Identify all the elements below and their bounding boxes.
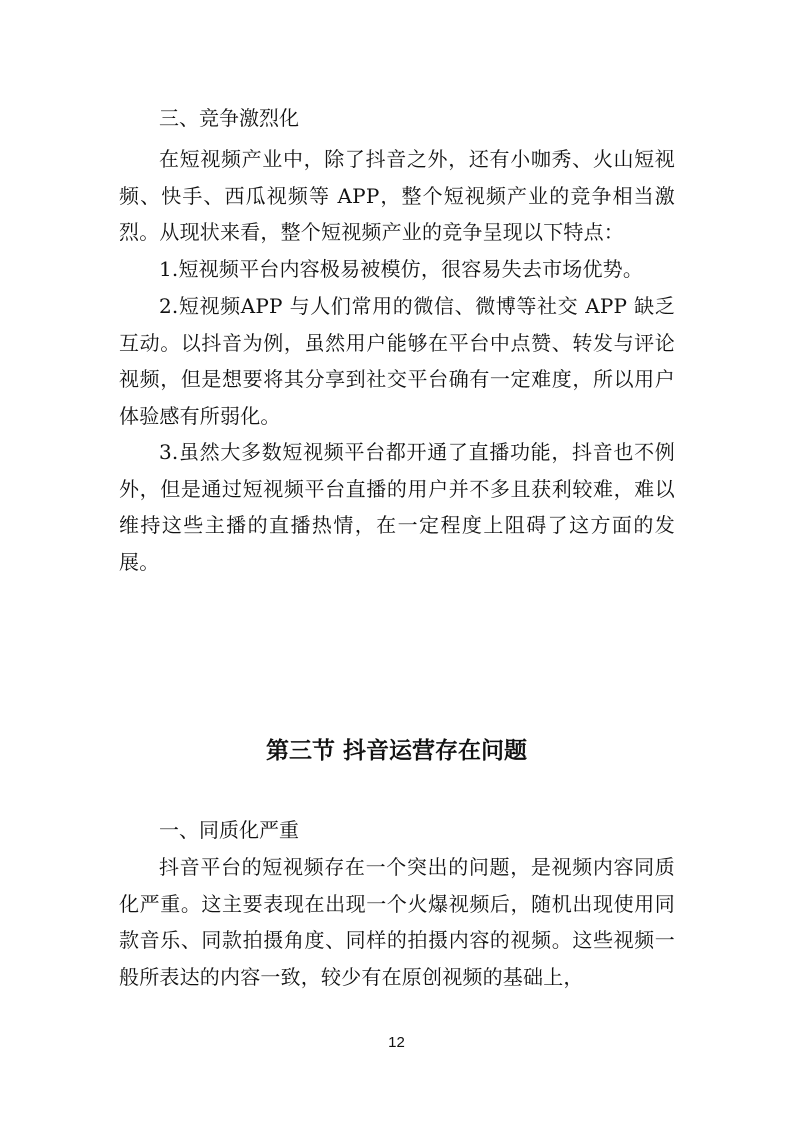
subheading-competition: 三、竞争激烈化 <box>159 106 299 130</box>
paragraph-industry-competition: 在短视频产业中，除了抖音之外，还有小咖秀、火山短视频、快手、西瓜视频等 APP，整个短视频产业的竞争相当激烈。从现状来看，整个短视频产业的竞争呈现以下特点： <box>119 147 675 244</box>
list-item-1: 1.短视频平台内容极易被模仿，很容易失去市场优势。 <box>159 257 644 281</box>
page-number: 12 <box>388 1034 405 1051</box>
paragraph-homogenization: 抖音平台的短视频存在一个突出的问题，是视频内容同质化严重。这主要表现在出现一个火爆视频后，随机出现使用同款音乐、同款拍摄角度、同样的拍摄内容的视频。这些视频一般所表达的内容一致，较少有在原创视频的基础上， <box>119 855 675 989</box>
subheading-homogenization: 一、同质化严重 <box>159 818 299 842</box>
list-item-2: 2.短视频APP 与人们常用的微信、微博等社交 APP 缺乏互动。以抖音为例，虽然用户能够在平台中点赞、转发与评论视频，但是想要将其分享到社交平台确有一定难度，所以用户体验感有所弱化。 <box>119 294 675 428</box>
section-title: 第三节 抖音运营存在问题 <box>265 738 527 764</box>
list-item-3: 3.虽然大多数短视频平台都开通了直播功能，抖音也不例外，但是通过短视频平台直播的用户并不多且获利较难，难以维持这些主播的直播热情，在一定程度上阻碍了这方面的发展。 <box>119 440 675 574</box>
